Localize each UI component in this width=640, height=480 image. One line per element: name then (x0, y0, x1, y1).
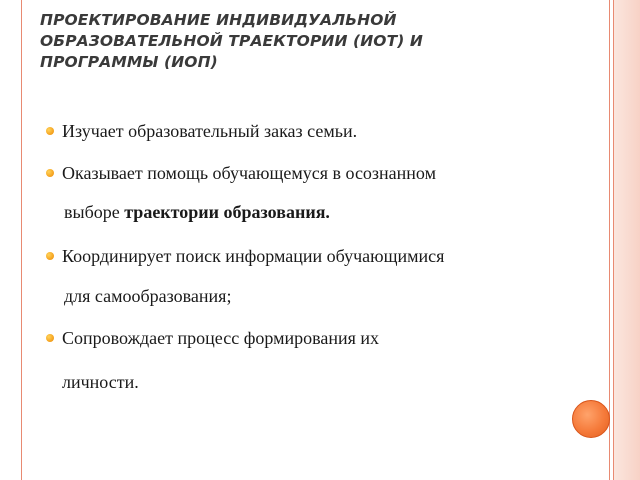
bullet-dot-icon (46, 127, 54, 135)
bullet-dot-icon (46, 334, 54, 342)
bullet-dot-icon (46, 252, 54, 260)
right-rule-line-2 (613, 0, 614, 480)
left-rule-line (21, 0, 22, 480)
right-rule-line-1 (609, 0, 610, 480)
bullet-2-plain: выборе (64, 202, 125, 222)
bullet-4-text-line-2: личности. (62, 372, 139, 392)
title-line-2: ОБРАЗОВАТЕЛЬНОЙ ТРАЕКТОРИИ (ИОТ) И (40, 32, 424, 50)
right-decorative-band (614, 0, 640, 480)
bullet-2-text-line-1: Оказывает помощь обучающемуся в осознанном (62, 163, 436, 183)
title-line-3: ПРОГРАММЫ (ИОП) (40, 53, 218, 71)
bullet-1-text: Изучает образовательный заказ семьи. (62, 121, 358, 141)
bullet-2-bold: траектории образования. (124, 202, 330, 222)
orange-circle-decoration (572, 400, 610, 438)
bullet-2-text-line-2 (64, 201, 330, 223)
bullet-3-text-line-1: Координирует поиск информации обучающимися (62, 246, 445, 266)
slide-title (40, 10, 580, 73)
bullet-dot-icon (46, 169, 54, 177)
bullet-3-text-line-2: для самообразования; (64, 286, 232, 306)
title-line-1: ПРОЕКТИРОВАНИЕ ИНДИВИДУАЛЬНОЙ (40, 11, 397, 29)
bullet-4-text-line-1: Сопровождает процесс формирования их (62, 328, 380, 348)
